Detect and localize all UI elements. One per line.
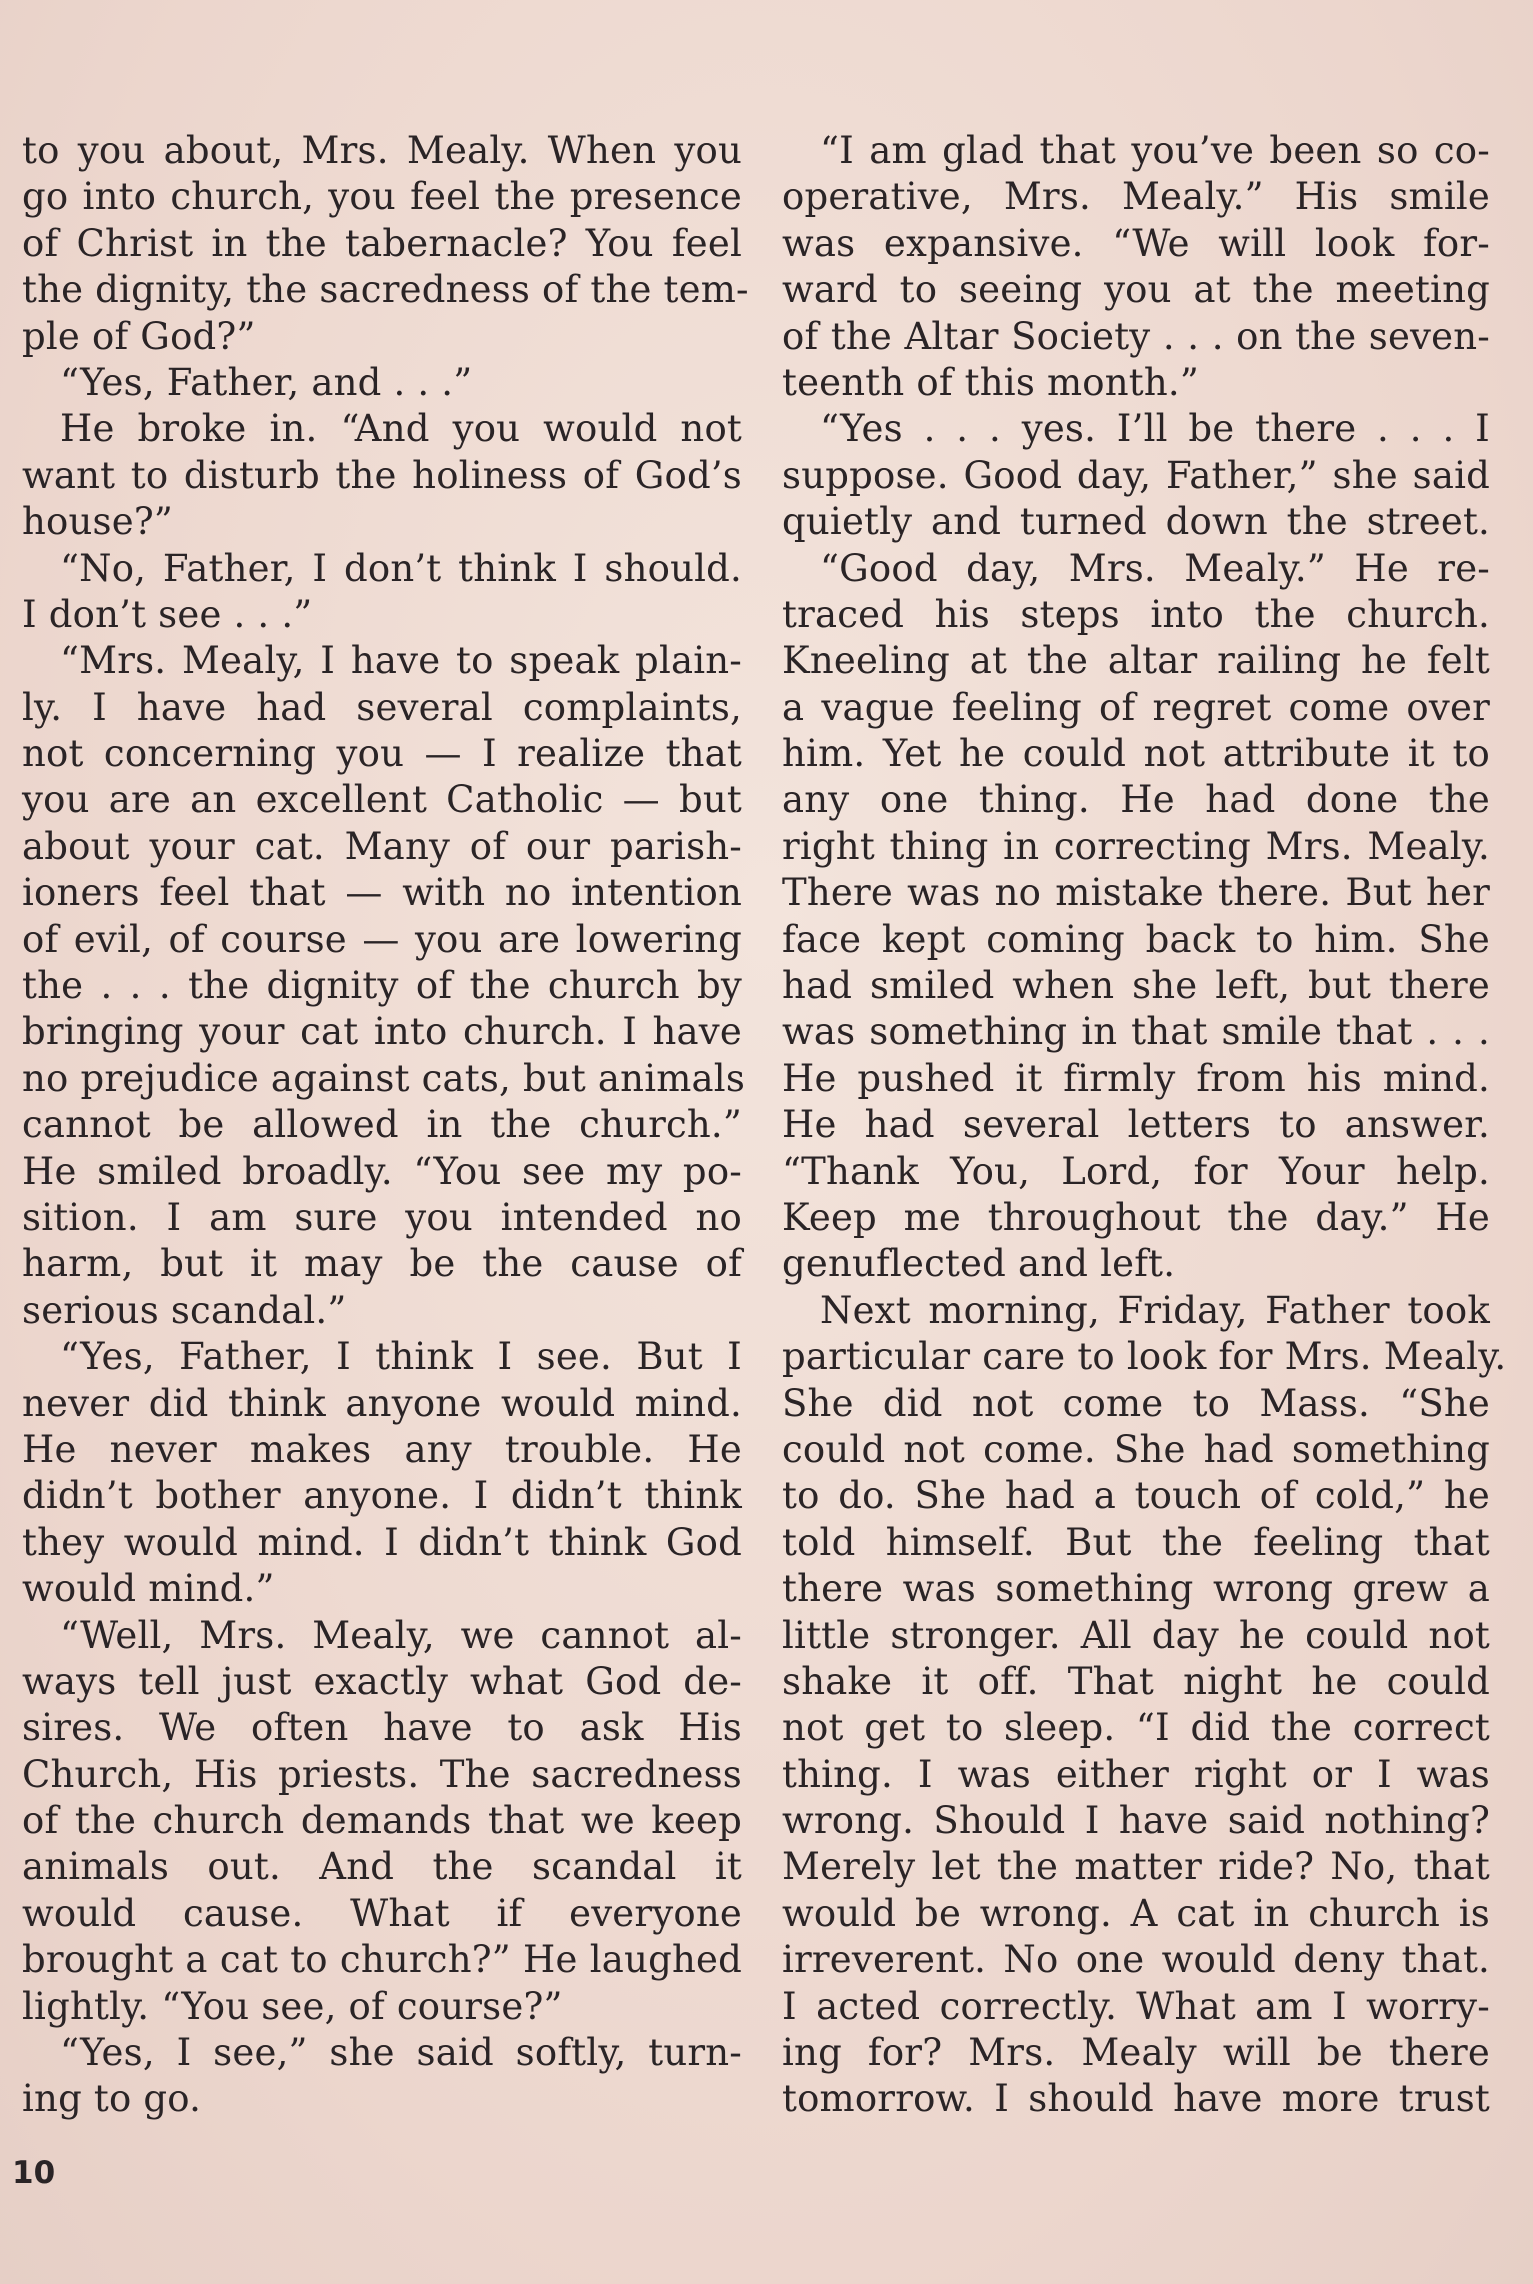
text-line: they would mind. I didn’t think God xyxy=(22,1520,742,1564)
text-line: operative, Mrs. Mealy.” His smile xyxy=(782,175,1490,219)
text-line: animals out. And the scandal it xyxy=(22,1845,742,1889)
text-line: “Good day, Mrs. Mealy.” He re- xyxy=(820,546,1490,590)
text-line: was expansive. “We will look for- xyxy=(782,221,1490,265)
text-line: irreverent. No one would deny that. xyxy=(782,1938,1490,1982)
page-number: 10 xyxy=(12,2155,56,2191)
text-line: ly. I have had several complaints, xyxy=(22,685,742,729)
text-line: “Yes, Father, and . . .” xyxy=(60,360,473,404)
text-line: little stronger. All day he could not xyxy=(782,1613,1490,1657)
text-line: the dignity, the sacredness of the tem- xyxy=(22,268,749,312)
text-line: you are an excellent Catholic — but xyxy=(22,778,742,822)
text-line: “Yes . . . yes. I’ll be there . . . I xyxy=(820,407,1490,451)
text-line: “Mrs. Mealy, I have to speak plain- xyxy=(60,639,742,683)
text-line: “Yes, Father, I think I see. But I xyxy=(60,1335,742,1379)
text-line: didn’t bother anyone. I didn’t think xyxy=(22,1474,742,1518)
text-line: the . . . the dignity of the church by xyxy=(22,964,742,1008)
text-line: face kept coming back to him. She xyxy=(782,917,1490,961)
text-line: shake it off. That night he could xyxy=(782,1659,1490,1703)
text-line: I don’t see . . .” xyxy=(22,592,313,636)
text-line: He broke in. “And you would not xyxy=(60,407,742,451)
text-line: Keep me throughout the day.” He xyxy=(782,1195,1490,1239)
text-line: genuflected and left. xyxy=(782,1242,1176,1286)
text-line: ioners feel that — with no intention xyxy=(22,871,742,915)
text-line: suppose. Good day, Father,” she said xyxy=(782,453,1490,497)
text-line: any one thing. He had done the xyxy=(782,778,1490,822)
text-line: right thing in correcting Mrs. Mealy. xyxy=(782,824,1490,868)
text-line: of the Altar Society . . . on the seven- xyxy=(782,314,1490,358)
text-line: brought a cat to church?” He laughed xyxy=(22,1938,742,1982)
text-line: to do. She had a touch of cold,” he xyxy=(782,1474,1490,1518)
text-line: “Thank You, Lord, for Your help. xyxy=(782,1149,1490,1193)
text-line: would cause. What if everyone xyxy=(22,1891,742,1935)
text-line: would mind.” xyxy=(22,1567,275,1611)
text-line: He never makes any trouble. He xyxy=(22,1427,742,1471)
text-line: Merely let the matter ride? No, that xyxy=(782,1845,1490,1889)
text-line: “No, Father, I don’t think I should. xyxy=(60,546,742,590)
text-line: about your cat. Many of our parish- xyxy=(22,824,742,868)
text-line: a vague feeling of regret come over xyxy=(782,685,1490,729)
text-line: want to disturb the holiness of God’s xyxy=(22,453,742,497)
text-line: house?” xyxy=(22,500,173,544)
text-line: cannot be allowed in the church.” xyxy=(22,1103,742,1147)
text-line: go into church, you feel the presence xyxy=(22,175,742,219)
text-line: ward to seeing you at the meeting xyxy=(782,268,1490,312)
right-text-column xyxy=(782,128,1507,2123)
text-line: could not come. She had something xyxy=(782,1427,1490,1471)
text-line: sition. I am sure you intended no xyxy=(22,1195,742,1239)
text-line: not get to sleep. “I did the correct xyxy=(782,1706,1490,1750)
text-line: ing to go. xyxy=(22,2077,202,2121)
text-line: lightly. “You see, of course?” xyxy=(22,1984,563,2028)
text-line: tomorrow. I should have more trust xyxy=(782,2077,1490,2121)
text-line: him. Yet he could not attribute it to xyxy=(782,732,1490,776)
text-line: there was something wrong grew a xyxy=(782,1567,1490,1611)
text-line: I acted correctly. What am I worry- xyxy=(782,1984,1490,2028)
text-line: serious scandal.” xyxy=(22,1288,347,1332)
text-line: sires. We often have to ask His xyxy=(22,1706,742,1750)
text-line: ing for? Mrs. Mealy will be there xyxy=(782,2031,1490,2075)
text-line: told himself. But the feeling that xyxy=(782,1520,1490,1564)
text-line: ways tell just exactly what God de- xyxy=(22,1659,742,1703)
text-line: wrong. Should I have said nothing? xyxy=(782,1799,1490,1843)
text-line: He pushed it firmly from his mind. xyxy=(782,1056,1490,1100)
text-line: particular care to look for Mrs. Mealy. xyxy=(782,1335,1507,1379)
text-line: had smiled when she left, but there xyxy=(782,964,1490,1008)
text-line: He smiled broadly. “You see my po- xyxy=(22,1149,742,1193)
text-line: Next morning, Friday, Father took xyxy=(820,1288,1490,1332)
text-line: of evil, of course — you are lowering xyxy=(22,917,742,961)
text-line: teenth of this month.” xyxy=(782,360,1199,404)
text-line: was something in that smile that . . . xyxy=(782,1010,1490,1054)
text-line: ple of God?” xyxy=(22,314,256,358)
text-line: “I am glad that you’ve been so co- xyxy=(820,129,1490,172)
text-line: She did not come to Mass. “She xyxy=(782,1381,1490,1425)
text-line: Church, His priests. The sacredness xyxy=(22,1752,742,1796)
text-line: There was no mistake there. But her xyxy=(782,871,1490,915)
text-line: traced his steps into the church. xyxy=(782,592,1490,636)
text-line: would be wrong. A cat in church is xyxy=(782,1891,1490,1935)
text-line: never did think anyone would mind. xyxy=(22,1381,742,1425)
left-text-column xyxy=(22,128,749,2123)
text-line: thing. I was either right or I was xyxy=(782,1752,1490,1796)
text-line: not concerning you — I realize that xyxy=(22,732,742,776)
text-line: bringing your cat into church. I have xyxy=(22,1010,742,1054)
text-line: He had several letters to answer. xyxy=(782,1103,1490,1147)
text-line: of Christ in the tabernacle? You feel xyxy=(22,221,742,265)
text-line: Kneeling at the altar railing he felt xyxy=(782,639,1490,683)
text-line: “Well, Mrs. Mealy, we cannot al- xyxy=(60,1613,742,1657)
text-line: to you about, Mrs. Mealy. When you xyxy=(22,129,742,172)
text-line: harm, but it may be the cause of xyxy=(22,1242,742,1286)
text-line: “Yes, I see,” she said softly, turn- xyxy=(60,2031,742,2075)
text-line: of the church demands that we keep xyxy=(22,1799,742,1843)
text-line: quietly and turned down the street. xyxy=(782,500,1490,544)
text-line: no prejudice against cats, but animals xyxy=(22,1056,746,1100)
